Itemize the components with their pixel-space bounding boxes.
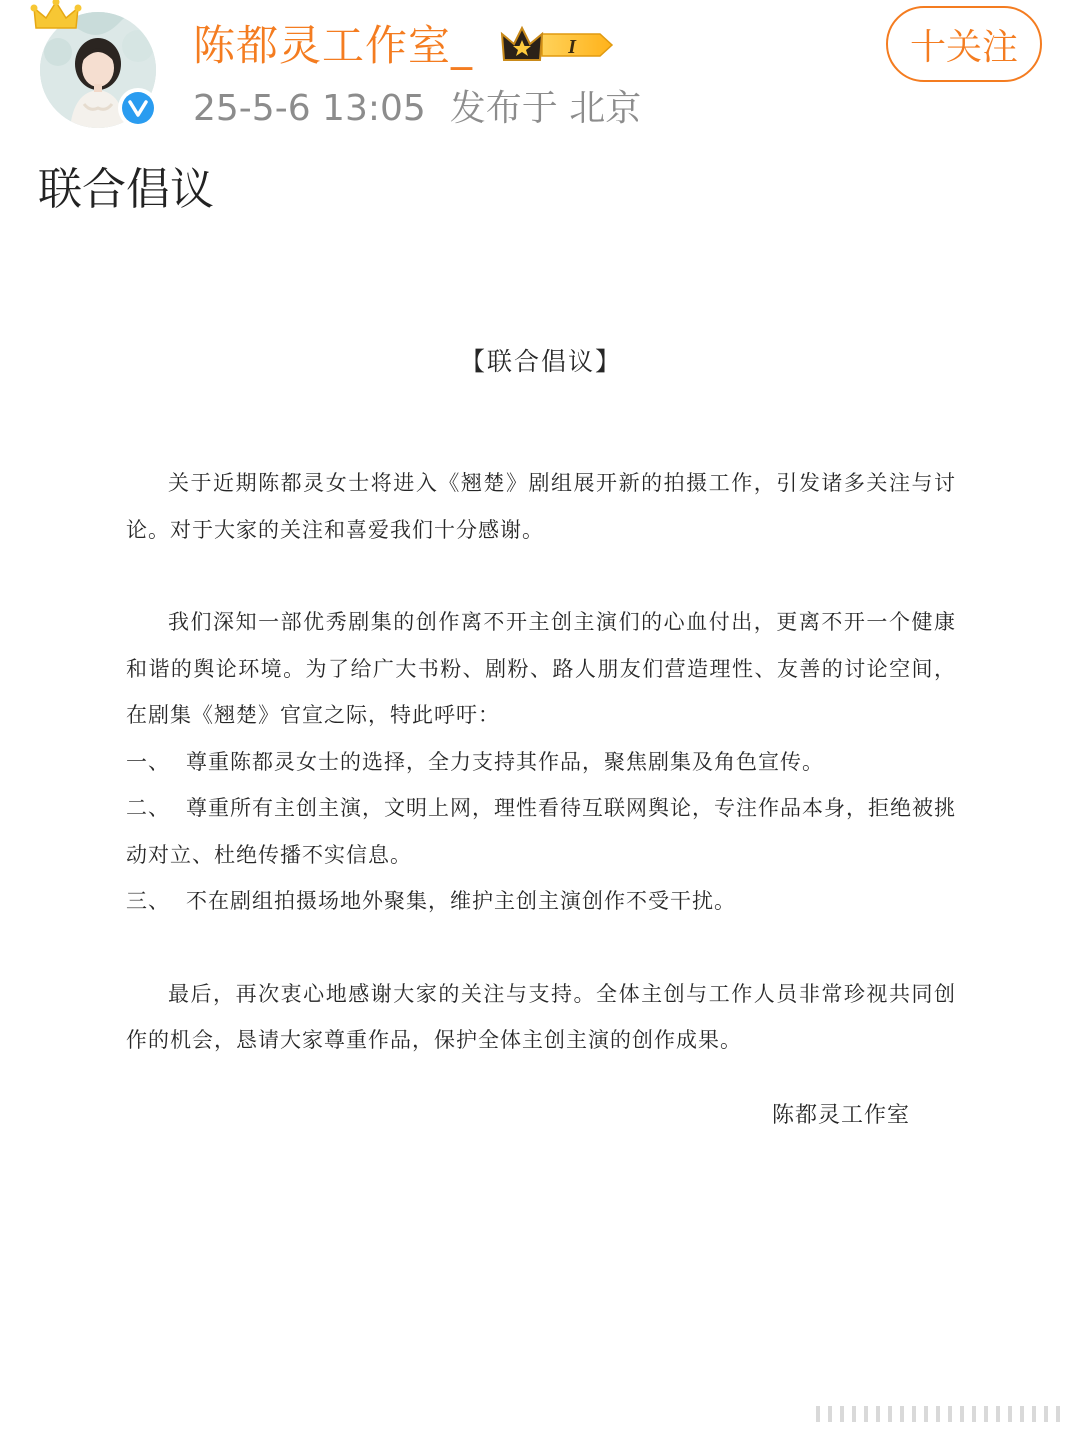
username[interactable]: 陈都灵工作室_	[193, 21, 474, 70]
document-list-item-2	[126, 785, 956, 878]
watermark-stripes	[816, 1404, 1066, 1424]
verified-icon	[118, 88, 158, 128]
crown-icon	[30, 0, 82, 38]
vip-level-label: I	[568, 36, 576, 58]
list-item-number: 三、	[126, 889, 170, 913]
post-meta	[193, 84, 641, 134]
post-timestamp: 25-5-6 13:05	[193, 88, 426, 129]
list-item-text: 尊重陈都灵女士的选择，全力支持其作品，聚焦剧集及角色宣传。	[186, 749, 824, 774]
document-signature: 陈都灵工作室	[772, 1103, 911, 1128]
list-item-text: 尊重所有主创主演，文明上网，理性看待互联网舆论，专注作品本身，拒绝被挑动对立、杜绝传播不实信息。	[126, 796, 956, 867]
list-item-number: 二、	[126, 796, 170, 820]
document-image[interactable]	[126, 340, 956, 1064]
document-list-item-3	[126, 878, 956, 925]
document-heading: 【联合倡议】	[459, 347, 622, 376]
list-item-number: 一、	[126, 749, 170, 774]
document-list-item-1	[126, 739, 956, 786]
post-location: 发布于 北京	[449, 88, 642, 129]
follow-button[interactable]: 十关注	[886, 6, 1042, 82]
list-item-text: 不在剧组拍摄场地外聚集，维护主创主演创作不受干扰。	[186, 889, 736, 913]
vip-crown-badge[interactable]	[500, 22, 618, 68]
avatar-container[interactable]	[40, 12, 156, 128]
document-paragraph-3: 最后，再次衷心地感谢大家的关注与支持。全体主创与工作人员非常珍视共同创作的机会，恳请大家尊重作品，保护全体主创主演的创作成果。	[126, 981, 956, 1052]
document-paragraph-2: 我们深知一部优秀剧集的创作离不开主创主演们的心血付出，更离不开一个健康和谐的舆论环境。为了给广大书粉、剧粉、路人朋友们营造理性、友善的讨论空间，在剧集《翘楚》官宣之际，特此呼吁：	[126, 610, 956, 727]
document-paragraph-1: 关于近期陈都灵女士将进入《翘楚》剧组展开新的拍摄工作，引发诸多关注与讨论。对于大家的关注和喜爱我们十分感谢。	[126, 471, 956, 542]
post-title: 联合倡议	[38, 164, 214, 215]
